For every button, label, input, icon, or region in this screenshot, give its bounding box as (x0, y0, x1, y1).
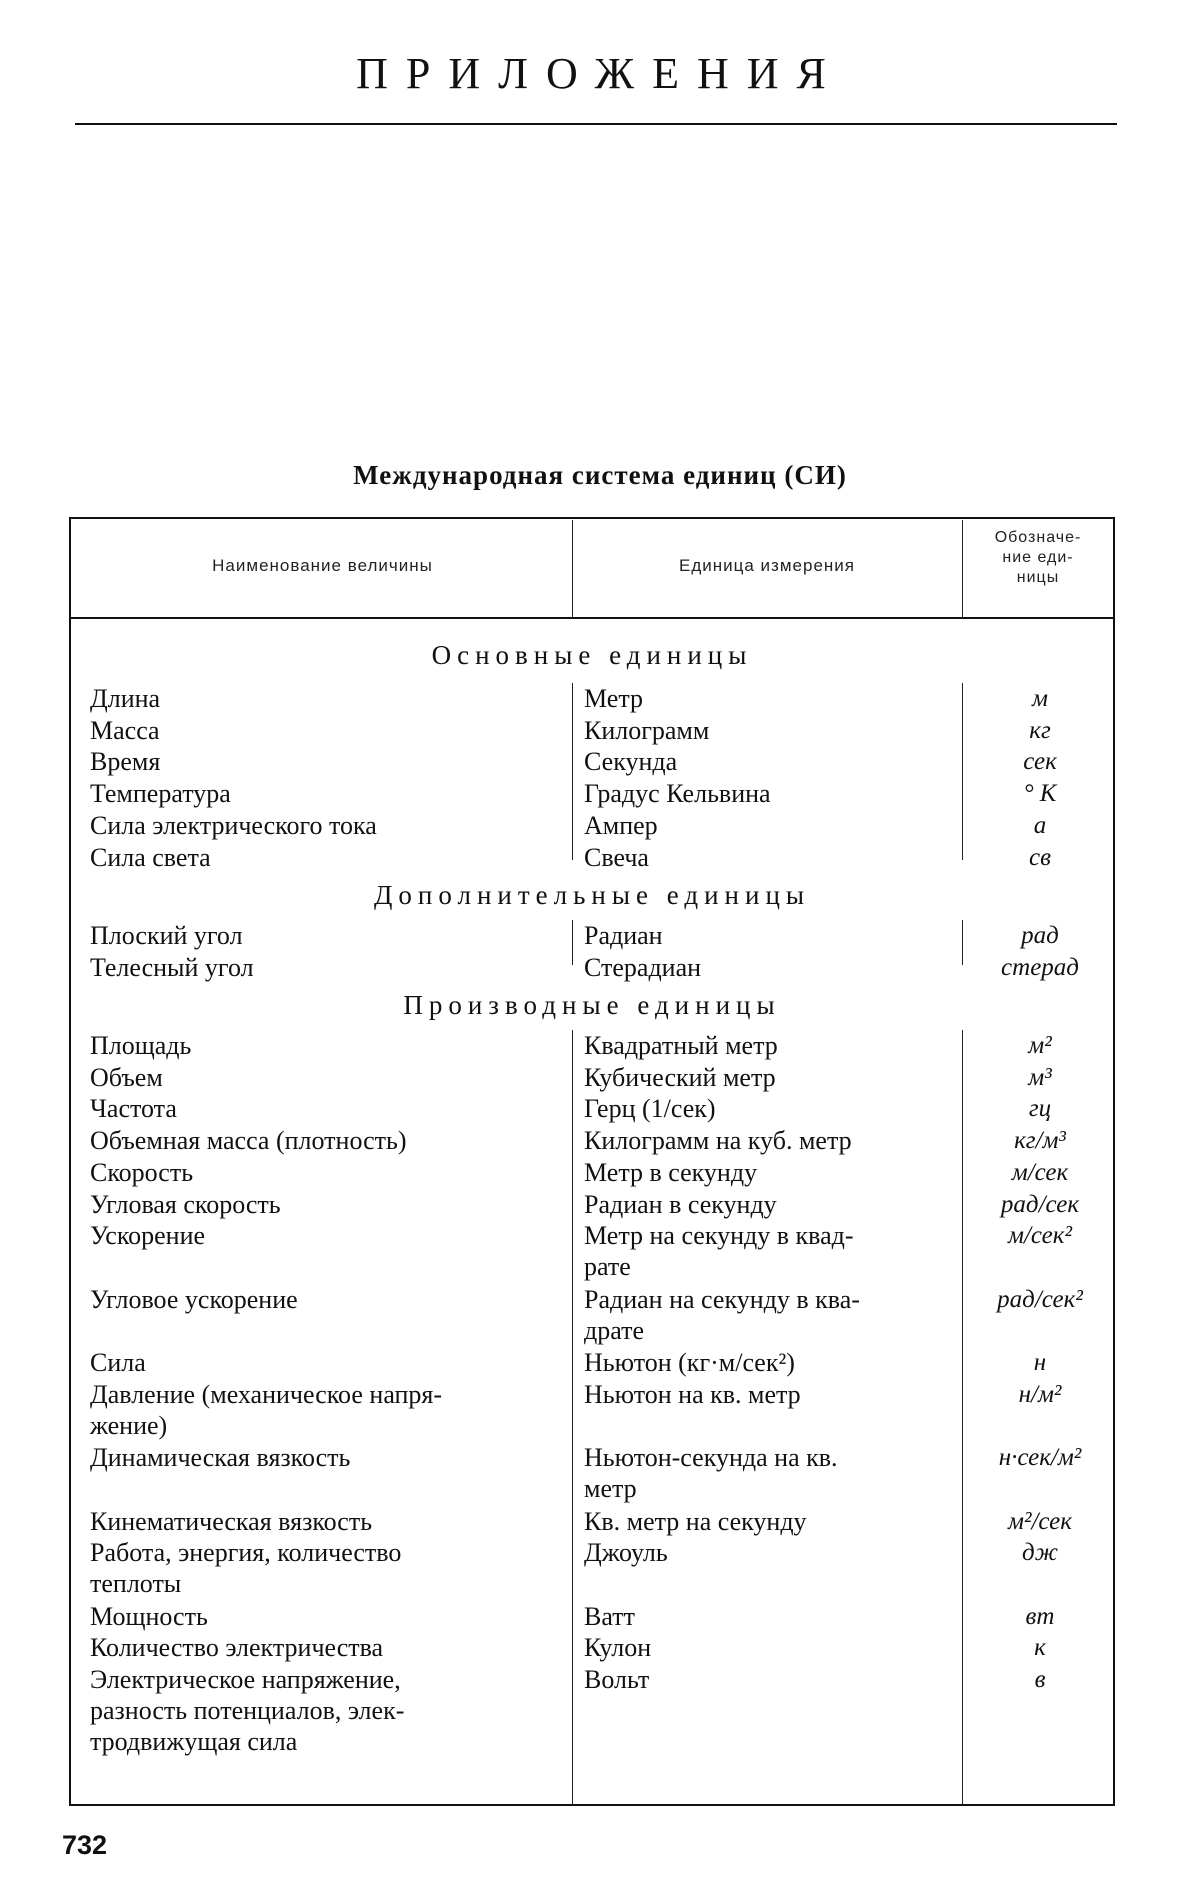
unit-symbol: м/сек² (1008, 1222, 1072, 1250)
unit-symbol: м (1032, 685, 1048, 712)
column-divider (962, 1030, 963, 1804)
unit-name: Кв. метр на секунду (584, 1506, 807, 1536)
unit-name: Радиан (584, 921, 663, 950)
unit-symbol: св (1029, 843, 1051, 871)
quantity-name: Кинематическая вязкость (90, 1506, 373, 1536)
unit-symbol: к (1034, 1634, 1046, 1662)
unit-name: Квадратный метр (584, 1031, 778, 1060)
unit-name: Метр (584, 684, 643, 713)
quantity-name: Сила света (90, 842, 211, 872)
unit-symbol: м³ (1028, 1063, 1052, 1091)
unit-name: Метр в секунду (584, 1157, 758, 1187)
unit-name: Вольт (584, 1665, 650, 1694)
unit-symbol: кг/м³ (1014, 1127, 1066, 1155)
unit-symbol: стерад (1001, 953, 1079, 981)
header-name: Наименование величины (212, 556, 433, 575)
unit-symbol: вт (1025, 1602, 1055, 1630)
header-symbol: Обозначе- ние еди- ницы (994, 529, 1082, 586)
unit-symbol: дж (1022, 1539, 1058, 1567)
column-divider (572, 1030, 573, 1804)
quantity-name: Количество электричества (90, 1633, 384, 1663)
unit-name: Стерадиан (584, 952, 702, 982)
quantity-name: Ускорение (90, 1221, 206, 1251)
quantity-name: Угловое ускорение (90, 1284, 298, 1314)
unit-name: Ньютон на кв. метр (584, 1379, 801, 1409)
page-number: 732 (62, 1830, 108, 1860)
column-divider (572, 520, 573, 617)
quantity-name: Давление (механическое напря- жение) (90, 1379, 443, 1440)
unit-name: Ватт (584, 1601, 635, 1631)
unit-name: Свеча (584, 842, 649, 872)
quantity-name: Угловая скорость (90, 1189, 281, 1219)
unit-symbol: н/м² (1018, 1380, 1062, 1408)
unit-symbol: м/сек (1011, 1158, 1069, 1186)
column-divider (572, 683, 573, 860)
quantity-name: Температура (90, 779, 231, 809)
unit-symbol: рад (1021, 922, 1059, 949)
unit-symbol: м² (1028, 1032, 1052, 1059)
quantity-name: Электрическое напряжение, разность потенциалов, элек- тродвижущая сила (90, 1665, 405, 1756)
unit-name: Радиан на секунду в ква- драте (584, 1284, 860, 1345)
quantity-name: Объем (90, 1062, 163, 1092)
unit-symbol: в (1034, 1666, 1046, 1693)
quantity-name: Работа, энергия, количество теплоты (90, 1538, 402, 1599)
unit-name: Кулон (584, 1633, 652, 1663)
section-title: Дополнительные единицы (373, 880, 811, 910)
unit-name: Ньютон-секунда на кв. метр (584, 1443, 838, 1504)
table-title: Международная система единиц (СИ) (353, 460, 847, 490)
unit-name: Килограмм (584, 715, 710, 745)
quantity-name: Сила (90, 1348, 146, 1377)
unit-name: Градус Кельвина (584, 779, 771, 809)
section-title: Производные единицы (403, 990, 781, 1020)
unit-symbol: кг (1029, 716, 1051, 744)
quantity-name: Скорость (90, 1157, 194, 1187)
column-divider (962, 520, 963, 617)
unit-name: Ньютон (кг·м/сек²) (584, 1348, 795, 1377)
unit-name: Секунда (584, 747, 678, 777)
unit-name: Ампер (584, 810, 658, 840)
quantity-name: Динамическая вязкость (90, 1443, 351, 1473)
quantity-name: Время (90, 747, 161, 777)
quantity-name: Частота (90, 1094, 177, 1124)
unit-name: Герц (1/сек) (584, 1094, 716, 1124)
unit-name: Радиан в секунду (584, 1189, 777, 1219)
quantity-name: Сила электрического тока (90, 810, 377, 840)
column-divider (572, 920, 573, 965)
unit-symbol: а (1033, 811, 1047, 839)
unit-symbol: н (1033, 1349, 1047, 1376)
unit-name: Килограмм на куб. метр (584, 1126, 852, 1156)
quantity-name: Телесный угол (90, 952, 254, 982)
page-heading: ПРИЛОЖЕНИЯ (356, 49, 844, 98)
section-title: Основные единицы (431, 640, 753, 670)
unit-symbol: ° К (1023, 780, 1057, 808)
header-unit: Единица измерения (679, 556, 855, 575)
unit-symbol: сек (1023, 748, 1057, 776)
column-divider (962, 920, 963, 965)
heading-rule (75, 123, 1117, 125)
unit-symbol: м²/сек (1008, 1507, 1072, 1535)
unit-name: Джоуль (584, 1538, 668, 1568)
column-divider (962, 683, 963, 860)
unit-symbol: рад/сек² (997, 1285, 1083, 1313)
quantity-name: Плоский угол (90, 921, 243, 950)
unit-symbol: гц (1028, 1095, 1052, 1123)
quantity-name: Мощность (90, 1601, 208, 1631)
unit-symbol: рад/сек (1000, 1190, 1080, 1218)
quantity-name: Объемная масса (плотность) (90, 1126, 407, 1156)
quantity-name: Масса (90, 715, 160, 745)
unit-symbol: н·сек/м² (998, 1444, 1082, 1472)
table-header-rule (69, 617, 1115, 619)
unit-name: Кубический метр (584, 1062, 776, 1092)
quantity-name: Длина (90, 684, 161, 713)
unit-name: Метр на секунду в квад- рате (584, 1221, 854, 1282)
quantity-name: Площадь (90, 1031, 192, 1060)
